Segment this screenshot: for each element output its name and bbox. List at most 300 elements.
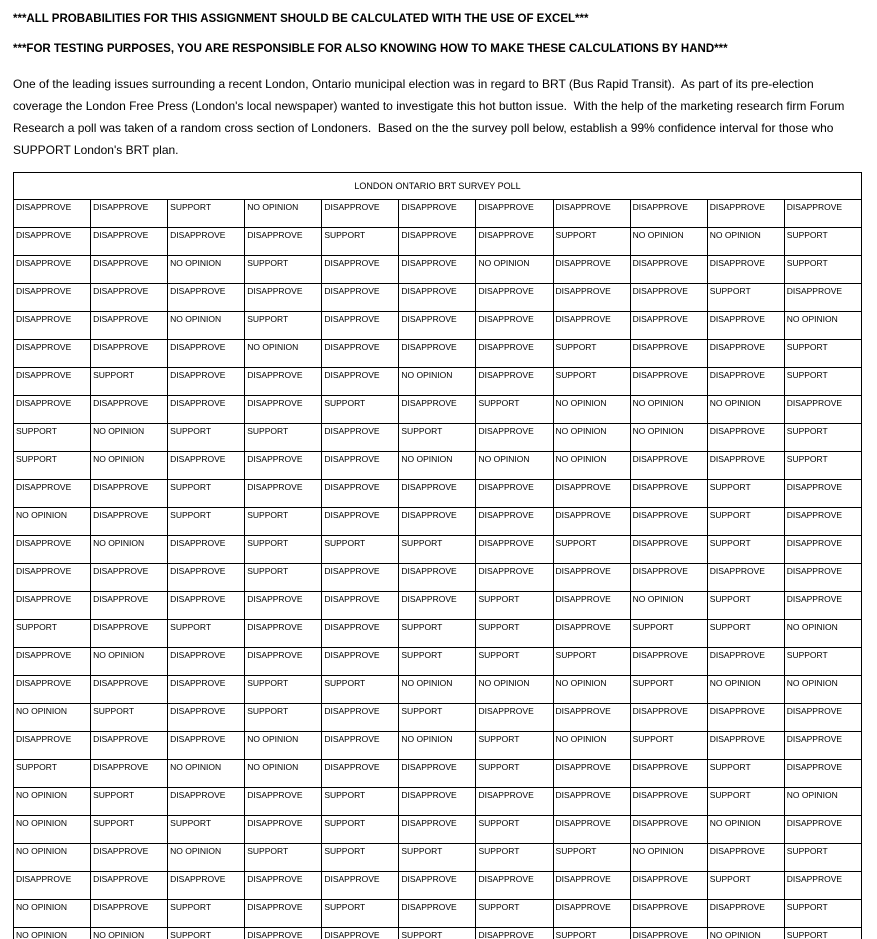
table-cell: SUPPORT bbox=[630, 620, 707, 648]
table-cell: DISAPPROVE bbox=[553, 284, 630, 312]
table-cell: SUPPORT bbox=[168, 620, 245, 648]
table-cell: DISAPPROVE bbox=[630, 536, 707, 564]
table-cell: DISAPPROVE bbox=[245, 592, 322, 620]
table-cell: SUPPORT bbox=[707, 480, 784, 508]
table-cell: DISAPPROVE bbox=[553, 200, 630, 228]
table-row bbox=[14, 844, 862, 872]
table-cell: SUPPORT bbox=[322, 676, 399, 704]
table-cell: NO OPINION bbox=[707, 928, 784, 939]
table-row bbox=[14, 536, 862, 564]
table-cell: DISAPPROVE bbox=[476, 872, 553, 900]
table-cell: DISAPPROVE bbox=[322, 284, 399, 312]
table-row bbox=[14, 620, 862, 648]
table-cell: NO OPINION bbox=[168, 760, 245, 788]
table-row bbox=[14, 928, 862, 939]
table-cell: DISAPPROVE bbox=[322, 564, 399, 592]
table-cell: DISAPPROVE bbox=[168, 592, 245, 620]
table-cell: DISAPPROVE bbox=[707, 732, 784, 760]
table-cell: DISAPPROVE bbox=[784, 564, 861, 592]
table-cell: NO OPINION bbox=[245, 760, 322, 788]
table-cell: DISAPPROVE bbox=[553, 760, 630, 788]
table-cell: SUPPORT bbox=[707, 284, 784, 312]
table-cell: DISAPPROVE bbox=[630, 200, 707, 228]
table-cell: SUPPORT bbox=[784, 424, 861, 452]
table-cell: DISAPPROVE bbox=[399, 480, 476, 508]
table-row bbox=[14, 816, 862, 844]
table-row bbox=[14, 452, 862, 480]
table-cell: SUPPORT bbox=[168, 928, 245, 939]
table-cell: DISAPPROVE bbox=[91, 676, 168, 704]
table-cell: DISAPPROVE bbox=[553, 256, 630, 284]
table-cell: NO OPINION bbox=[14, 508, 91, 536]
table-cell: DISAPPROVE bbox=[14, 200, 91, 228]
table-cell: DISAPPROVE bbox=[553, 312, 630, 340]
table-cell: DISAPPROVE bbox=[14, 592, 91, 620]
table-cell: DISAPPROVE bbox=[630, 648, 707, 676]
table-row bbox=[14, 424, 862, 452]
table-cell: SUPPORT bbox=[476, 844, 553, 872]
table-row bbox=[14, 284, 862, 312]
table-cell: SUPPORT bbox=[322, 396, 399, 424]
table-cell: DISAPPROVE bbox=[476, 368, 553, 396]
table-cell: NO OPINION bbox=[707, 396, 784, 424]
table-cell: NO OPINION bbox=[630, 228, 707, 256]
table-cell: DISAPPROVE bbox=[168, 228, 245, 256]
table-cell: DISAPPROVE bbox=[91, 480, 168, 508]
table-cell: NO OPINION bbox=[707, 816, 784, 844]
table-cell: SUPPORT bbox=[91, 788, 168, 816]
table-cell: DISAPPROVE bbox=[14, 648, 91, 676]
table-cell: NO OPINION bbox=[784, 312, 861, 340]
table-cell: SUPPORT bbox=[399, 928, 476, 939]
table-cell: DISAPPROVE bbox=[784, 704, 861, 732]
table-cell: DISAPPROVE bbox=[91, 844, 168, 872]
table-cell: DISAPPROVE bbox=[168, 340, 245, 368]
table-cell: DISAPPROVE bbox=[630, 704, 707, 732]
table-cell: NO OPINION bbox=[784, 620, 861, 648]
table-cell: DISAPPROVE bbox=[630, 788, 707, 816]
table-row bbox=[14, 228, 862, 256]
table-cell: SUPPORT bbox=[553, 536, 630, 564]
table-cell: SUPPORT bbox=[476, 732, 553, 760]
table-row bbox=[14, 704, 862, 732]
table-cell: DISAPPROVE bbox=[245, 928, 322, 939]
table-cell: SUPPORT bbox=[168, 200, 245, 228]
table-cell: DISAPPROVE bbox=[322, 928, 399, 939]
table-cell: DISAPPROVE bbox=[476, 928, 553, 939]
table-cell: DISAPPROVE bbox=[399, 284, 476, 312]
table-cell: DISAPPROVE bbox=[707, 256, 784, 284]
table-cell: DISAPPROVE bbox=[399, 340, 476, 368]
table-cell: NO OPINION bbox=[91, 928, 168, 939]
table-row bbox=[14, 480, 862, 508]
table-cell: SUPPORT bbox=[553, 648, 630, 676]
table-cell: NO OPINION bbox=[399, 368, 476, 396]
table-cell: SUPPORT bbox=[707, 620, 784, 648]
table-cell: DISAPPROVE bbox=[784, 480, 861, 508]
table-cell: DISAPPROVE bbox=[553, 816, 630, 844]
table-cell: DISAPPROVE bbox=[553, 480, 630, 508]
table-cell: DISAPPROVE bbox=[476, 340, 553, 368]
table-cell: DISAPPROVE bbox=[322, 732, 399, 760]
table-cell: DISAPPROVE bbox=[245, 368, 322, 396]
table-cell: DISAPPROVE bbox=[707, 368, 784, 396]
table-cell: NO OPINION bbox=[553, 732, 630, 760]
table-cell: DISAPPROVE bbox=[168, 676, 245, 704]
table-cell: DISAPPROVE bbox=[322, 368, 399, 396]
table-row bbox=[14, 676, 862, 704]
table-cell: DISAPPROVE bbox=[322, 480, 399, 508]
table-cell: DISAPPROVE bbox=[14, 536, 91, 564]
table-cell: SUPPORT bbox=[245, 508, 322, 536]
table-cell: NO OPINION bbox=[553, 396, 630, 424]
table-cell: DISAPPROVE bbox=[168, 788, 245, 816]
table-cell: DISAPPROVE bbox=[707, 844, 784, 872]
table-cell: NO OPINION bbox=[707, 676, 784, 704]
table-cell: DISAPPROVE bbox=[707, 900, 784, 928]
table-cell: NO OPINION bbox=[91, 648, 168, 676]
table-cell: DISAPPROVE bbox=[553, 872, 630, 900]
table-cell: DISAPPROVE bbox=[91, 620, 168, 648]
table-cell: SUPPORT bbox=[245, 564, 322, 592]
table-cell: SUPPORT bbox=[322, 844, 399, 872]
table-cell: SUPPORT bbox=[784, 368, 861, 396]
table-cell: DISAPPROVE bbox=[322, 760, 399, 788]
table-cell: DISAPPROVE bbox=[630, 284, 707, 312]
table-cell: SUPPORT bbox=[784, 928, 861, 939]
table-cell: SUPPORT bbox=[784, 900, 861, 928]
table-cell: DISAPPROVE bbox=[630, 760, 707, 788]
table-cell: SUPPORT bbox=[168, 480, 245, 508]
table-row bbox=[14, 396, 862, 424]
table-cell: DISAPPROVE bbox=[553, 620, 630, 648]
notice-excel: ***ALL PROBABILITIES FOR THIS ASSIGNMENT SHOULD BE CALCULATED WITH THE USE OF EXCEL*** bbox=[13, 13, 589, 25]
table-cell: SUPPORT bbox=[784, 452, 861, 480]
table-cell: SUPPORT bbox=[14, 424, 91, 452]
table-cell: NO OPINION bbox=[91, 536, 168, 564]
table-cell: DISAPPROVE bbox=[399, 256, 476, 284]
table-cell: SUPPORT bbox=[553, 228, 630, 256]
table-cell: DISAPPROVE bbox=[784, 816, 861, 844]
table-cell: SUPPORT bbox=[784, 340, 861, 368]
table-cell: SUPPORT bbox=[476, 760, 553, 788]
table-cell: DISAPPROVE bbox=[322, 256, 399, 284]
table-cell: DISAPPROVE bbox=[322, 648, 399, 676]
table-cell: DISAPPROVE bbox=[168, 368, 245, 396]
table-row bbox=[14, 200, 862, 228]
table-cell: DISAPPROVE bbox=[322, 200, 399, 228]
table-cell: DISAPPROVE bbox=[553, 592, 630, 620]
table-cell: DISAPPROVE bbox=[14, 340, 91, 368]
table-cell: DISAPPROVE bbox=[168, 872, 245, 900]
table-cell: DISAPPROVE bbox=[322, 592, 399, 620]
intro-paragraph: One of the leading issues surrounding a recent London, Ontario municipal election was in regard to BRT (Bus Rapid Transit). As part of its pre-election coverage the London Free Press (London's local newspaper) wanted to investigate this hot button issue. With the help of the marketing research firm Forum Research a poll was taken of a random cross section of Londoners. Based on the the survey poll below, establish a 99% confidence interval for those who SUPPORT London's BRT plan. bbox=[13, 77, 848, 157]
table-cell: SUPPORT bbox=[91, 704, 168, 732]
table-cell: NO OPINION bbox=[630, 844, 707, 872]
table-cell: SUPPORT bbox=[245, 424, 322, 452]
table-cell: DISAPPROVE bbox=[399, 872, 476, 900]
table-cell: DISAPPROVE bbox=[476, 704, 553, 732]
table-cell: NO OPINION bbox=[14, 844, 91, 872]
table-cell: DISAPPROVE bbox=[91, 312, 168, 340]
table-cell: SUPPORT bbox=[91, 816, 168, 844]
table-cell: SUPPORT bbox=[476, 620, 553, 648]
table-cell: NO OPINION bbox=[14, 900, 91, 928]
table-cell: DISAPPROVE bbox=[91, 228, 168, 256]
table-row bbox=[14, 312, 862, 340]
table-cell: DISAPPROVE bbox=[168, 284, 245, 312]
table-cell: SUPPORT bbox=[399, 704, 476, 732]
table-cell: DISAPPROVE bbox=[322, 704, 399, 732]
table-cell: SUPPORT bbox=[476, 816, 553, 844]
table-cell: NO OPINION bbox=[245, 200, 322, 228]
table-cell: DISAPPROVE bbox=[91, 256, 168, 284]
table-cell: DISAPPROVE bbox=[630, 564, 707, 592]
table-cell: SUPPORT bbox=[476, 396, 553, 424]
table-cell: DISAPPROVE bbox=[476, 508, 553, 536]
table-cell: NO OPINION bbox=[245, 340, 322, 368]
table-cell: SUPPORT bbox=[168, 900, 245, 928]
table-cell: DISAPPROVE bbox=[784, 592, 861, 620]
table-cell: DISAPPROVE bbox=[553, 900, 630, 928]
table-cell: SUPPORT bbox=[14, 452, 91, 480]
table-cell: SUPPORT bbox=[707, 536, 784, 564]
table-cell: NO OPINION bbox=[399, 452, 476, 480]
table-cell: DISAPPROVE bbox=[399, 200, 476, 228]
table-row bbox=[14, 508, 862, 536]
table-cell: DISAPPROVE bbox=[707, 648, 784, 676]
table-cell: DISAPPROVE bbox=[399, 228, 476, 256]
table-cell: DISAPPROVE bbox=[245, 648, 322, 676]
table-cell: NO OPINION bbox=[168, 256, 245, 284]
table-cell: DISAPPROVE bbox=[245, 452, 322, 480]
table-cell: SUPPORT bbox=[245, 256, 322, 284]
table-cell: DISAPPROVE bbox=[245, 396, 322, 424]
table-row bbox=[14, 788, 862, 816]
table-cell: SUPPORT bbox=[399, 844, 476, 872]
table-cell: DISAPPROVE bbox=[322, 424, 399, 452]
table-row bbox=[14, 732, 862, 760]
table-cell: DISAPPROVE bbox=[168, 396, 245, 424]
table-cell: SUPPORT bbox=[707, 592, 784, 620]
table-cell: DISAPPROVE bbox=[476, 200, 553, 228]
table-title: LONDON ONTARIO BRT SURVEY POLL bbox=[14, 173, 862, 200]
table-cell: DISAPPROVE bbox=[399, 900, 476, 928]
table-cell: DISAPPROVE bbox=[707, 564, 784, 592]
table-cell: DISAPPROVE bbox=[91, 200, 168, 228]
survey-table-body bbox=[14, 200, 862, 939]
table-cell: NO OPINION bbox=[707, 228, 784, 256]
table-cell: NO OPINION bbox=[784, 788, 861, 816]
table-cell: SUPPORT bbox=[399, 424, 476, 452]
table-cell: SUPPORT bbox=[476, 648, 553, 676]
table-cell: SUPPORT bbox=[322, 536, 399, 564]
table-cell: SUPPORT bbox=[245, 536, 322, 564]
table-cell: DISAPPROVE bbox=[322, 312, 399, 340]
table-cell: SUPPORT bbox=[707, 788, 784, 816]
table-cell: DISAPPROVE bbox=[399, 816, 476, 844]
table-cell: SUPPORT bbox=[630, 732, 707, 760]
table-cell: DISAPPROVE bbox=[322, 872, 399, 900]
table-row bbox=[14, 368, 862, 396]
table-cell: DISAPPROVE bbox=[399, 760, 476, 788]
table-cell: SUPPORT bbox=[630, 676, 707, 704]
table-cell: DISAPPROVE bbox=[91, 592, 168, 620]
table-cell: SUPPORT bbox=[476, 592, 553, 620]
table-cell: DISAPPROVE bbox=[245, 900, 322, 928]
table-cell: DISAPPROVE bbox=[168, 452, 245, 480]
table-cell: DISAPPROVE bbox=[91, 760, 168, 788]
table-cell: DISAPPROVE bbox=[553, 704, 630, 732]
table-cell: NO OPINION bbox=[399, 676, 476, 704]
table-cell: DISAPPROVE bbox=[476, 424, 553, 452]
table-cell: DISAPPROVE bbox=[553, 788, 630, 816]
table-cell: NO OPINION bbox=[553, 424, 630, 452]
table-cell: DISAPPROVE bbox=[91, 732, 168, 760]
table-cell: SUPPORT bbox=[322, 228, 399, 256]
table-cell: SUPPORT bbox=[784, 648, 861, 676]
table-cell: DISAPPROVE bbox=[630, 480, 707, 508]
table-cell: DISAPPROVE bbox=[630, 816, 707, 844]
table-cell: DISAPPROVE bbox=[245, 788, 322, 816]
table-cell: NO OPINION bbox=[630, 396, 707, 424]
table-cell: DISAPPROVE bbox=[630, 928, 707, 939]
table-cell: DISAPPROVE bbox=[399, 592, 476, 620]
table-cell: DISAPPROVE bbox=[784, 536, 861, 564]
table-title-row bbox=[14, 173, 862, 200]
table-row bbox=[14, 648, 862, 676]
table-cell: SUPPORT bbox=[168, 508, 245, 536]
table-cell: NO OPINION bbox=[476, 676, 553, 704]
table-row bbox=[14, 340, 862, 368]
table-cell: DISAPPROVE bbox=[399, 788, 476, 816]
table-cell: SUPPORT bbox=[784, 256, 861, 284]
table-cell: NO OPINION bbox=[399, 732, 476, 760]
table-cell: SUPPORT bbox=[245, 704, 322, 732]
table-cell: DISAPPROVE bbox=[245, 284, 322, 312]
table-cell: NO OPINION bbox=[476, 452, 553, 480]
table-cell: DISAPPROVE bbox=[14, 480, 91, 508]
table-cell: DISAPPROVE bbox=[322, 452, 399, 480]
table-cell: DISAPPROVE bbox=[168, 648, 245, 676]
table-cell: DISAPPROVE bbox=[476, 312, 553, 340]
table-cell: DISAPPROVE bbox=[14, 396, 91, 424]
table-cell: DISAPPROVE bbox=[707, 312, 784, 340]
table-cell: SUPPORT bbox=[168, 424, 245, 452]
table-cell: SUPPORT bbox=[784, 228, 861, 256]
table-cell: DISAPPROVE bbox=[14, 256, 91, 284]
table-cell: DISAPPROVE bbox=[168, 732, 245, 760]
table-cell: NO OPINION bbox=[14, 816, 91, 844]
table-cell: DISAPPROVE bbox=[245, 228, 322, 256]
table-cell: NO OPINION bbox=[14, 928, 91, 939]
table-cell: DISAPPROVE bbox=[245, 480, 322, 508]
table-cell: DISAPPROVE bbox=[91, 900, 168, 928]
table-cell: DISAPPROVE bbox=[476, 284, 553, 312]
table-cell: DISAPPROVE bbox=[14, 312, 91, 340]
table-cell: DISAPPROVE bbox=[14, 676, 91, 704]
table-cell: DISAPPROVE bbox=[14, 368, 91, 396]
table-cell: DISAPPROVE bbox=[245, 620, 322, 648]
table-cell: DISAPPROVE bbox=[91, 340, 168, 368]
table-cell: DISAPPROVE bbox=[784, 284, 861, 312]
table-cell: NO OPINION bbox=[168, 844, 245, 872]
table-cell: SUPPORT bbox=[784, 844, 861, 872]
table-cell: SUPPORT bbox=[399, 620, 476, 648]
survey-table-head bbox=[14, 173, 862, 200]
table-cell: DISAPPROVE bbox=[707, 340, 784, 368]
table-cell: NO OPINION bbox=[784, 676, 861, 704]
table-cell: SUPPORT bbox=[322, 788, 399, 816]
table-cell: DISAPPROVE bbox=[630, 452, 707, 480]
table-cell: DISAPPROVE bbox=[14, 732, 91, 760]
table-row bbox=[14, 256, 862, 284]
table-cell: DISAPPROVE bbox=[168, 704, 245, 732]
table-cell: DISAPPROVE bbox=[91, 508, 168, 536]
table-cell: SUPPORT bbox=[245, 676, 322, 704]
table-cell: DISAPPROVE bbox=[322, 340, 399, 368]
table-cell: DISAPPROVE bbox=[630, 256, 707, 284]
table-cell: NO OPINION bbox=[553, 676, 630, 704]
table-cell: SUPPORT bbox=[707, 508, 784, 536]
table-cell: NO OPINION bbox=[476, 256, 553, 284]
table-cell: SUPPORT bbox=[322, 816, 399, 844]
table-cell: DISAPPROVE bbox=[399, 564, 476, 592]
table-cell: DISAPPROVE bbox=[399, 312, 476, 340]
table-cell: SUPPORT bbox=[553, 928, 630, 939]
table-cell: DISAPPROVE bbox=[322, 508, 399, 536]
table-cell: DISAPPROVE bbox=[553, 564, 630, 592]
table-cell: DISAPPROVE bbox=[784, 396, 861, 424]
table-row bbox=[14, 900, 862, 928]
table-cell: SUPPORT bbox=[399, 648, 476, 676]
table-cell: DISAPPROVE bbox=[476, 228, 553, 256]
table-cell: DISAPPROVE bbox=[476, 480, 553, 508]
table-cell: SUPPORT bbox=[553, 340, 630, 368]
table-cell: DISAPPROVE bbox=[476, 536, 553, 564]
table-cell: SUPPORT bbox=[399, 536, 476, 564]
table-cell: NO OPINION bbox=[91, 424, 168, 452]
table-cell: DISAPPROVE bbox=[630, 312, 707, 340]
table-cell: DISAPPROVE bbox=[630, 340, 707, 368]
table-cell: SUPPORT bbox=[168, 816, 245, 844]
table-cell: NO OPINION bbox=[91, 452, 168, 480]
table-cell: NO OPINION bbox=[14, 704, 91, 732]
table-row bbox=[14, 564, 862, 592]
table-cell: NO OPINION bbox=[630, 424, 707, 452]
table-cell: DISAPPROVE bbox=[553, 508, 630, 536]
table-cell: DISAPPROVE bbox=[168, 536, 245, 564]
table-cell: DISAPPROVE bbox=[476, 564, 553, 592]
notice-by-hand: ***FOR TESTING PURPOSES, YOU ARE RESPONSIBLE FOR ALSO KNOWING HOW TO MAKE THESE CALCULATIONS BY HAND*** bbox=[13, 43, 728, 55]
table-cell: SUPPORT bbox=[14, 760, 91, 788]
table-cell: NO OPINION bbox=[168, 312, 245, 340]
table-cell: SUPPORT bbox=[245, 844, 322, 872]
table-cell: DISAPPROVE bbox=[245, 872, 322, 900]
table-cell: SUPPORT bbox=[245, 312, 322, 340]
table-cell: SUPPORT bbox=[476, 900, 553, 928]
table-cell: DISAPPROVE bbox=[14, 284, 91, 312]
table-cell: DISAPPROVE bbox=[707, 200, 784, 228]
table-cell: SUPPORT bbox=[707, 872, 784, 900]
table-cell: NO OPINION bbox=[553, 452, 630, 480]
table-cell: SUPPORT bbox=[91, 368, 168, 396]
table-cell: SUPPORT bbox=[322, 900, 399, 928]
table-cell: DISAPPROVE bbox=[630, 368, 707, 396]
table-cell: DISAPPROVE bbox=[322, 620, 399, 648]
table-row bbox=[14, 760, 862, 788]
table-cell: DISAPPROVE bbox=[14, 228, 91, 256]
